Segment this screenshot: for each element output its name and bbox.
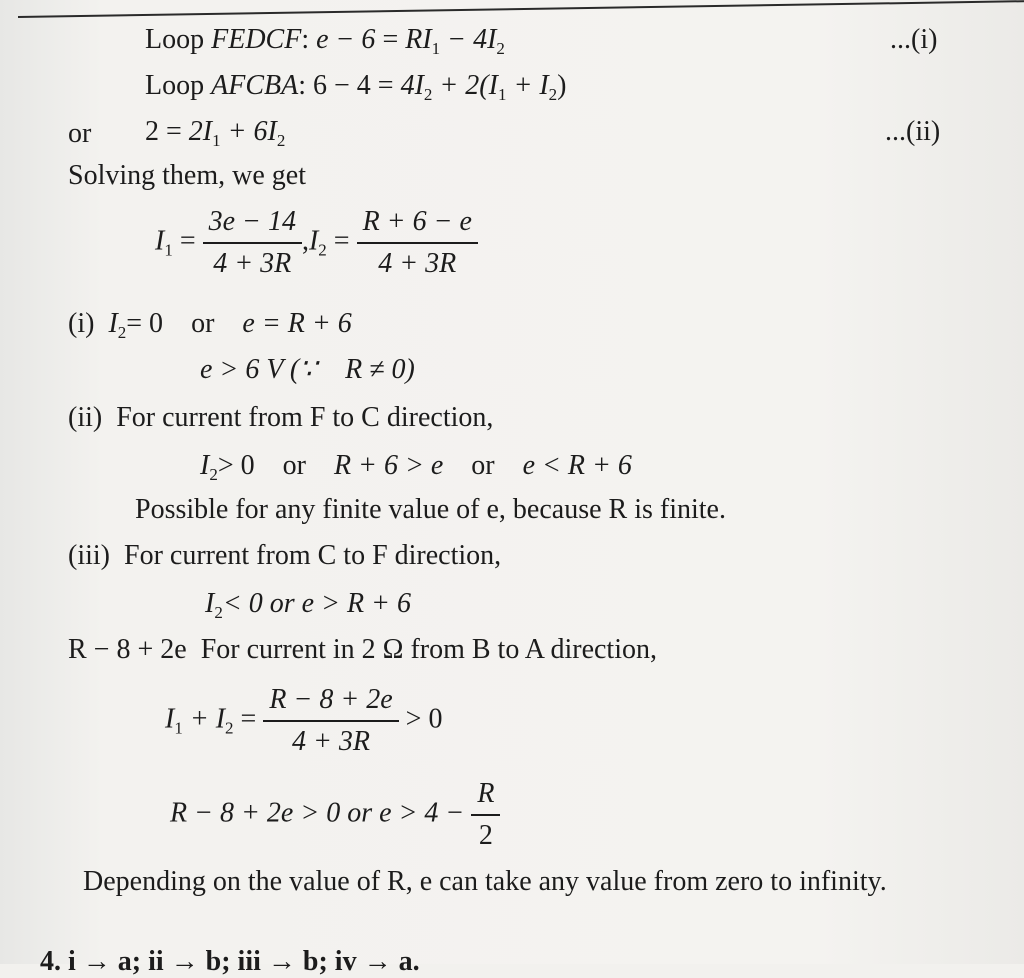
case-iv-sum: $I_1 + I_2$ = $\frac{R - 8 + 2e}{4 + 3R}$ > 0 <box>165 684 443 757</box>
solving-text: Solving them, we get <box>68 160 306 191</box>
solution-currents: $I_1$ = $\frac{3e - 14}{4 + 3R}$ $,I_2$ = $\frac{R + 6 - e}{4 + 3R}$ <box>155 206 478 280</box>
simplified-equation: $2 = 2I_1 + 6I_2$ <box>145 116 286 150</box>
case-ii-note: Possible for any finite value of e, because R is finite. <box>135 494 726 525</box>
sum-fraction: $\frac{R - 8 + 2e}{4 + 3R}$ <box>263 684 398 758</box>
equation-tag-i: ...(i) <box>890 24 938 55</box>
i1-fraction: $\frac{3e - 14}{4 + 3R}$ <box>203 206 302 280</box>
case-iii-heading: (iii) For current from C to F direction, <box>68 540 502 571</box>
loop-fedcf-equation: Loop FEDCF: $e - 6 = RI_1 - 4I_2$ <box>145 24 505 58</box>
case-iii-condition: $I_2< 0$ or e > R + 6 <box>205 588 411 622</box>
case-ii-condition: $I_2> 0$ or R + 6 > e or e < R + 6 <box>200 450 632 484</box>
or-label: or <box>68 118 92 149</box>
case-iv-heading: R − 8 + 2e For current in 2 Ω from B to A direction, <box>68 634 657 665</box>
case-i-condition: (i) $I_2= 0$ or e = R + 6 <box>68 308 352 342</box>
case-i-result: e > 6 V (∵ R ≠ 0) <box>200 354 415 385</box>
equation-tag-ii: ...(ii) <box>885 116 941 147</box>
i2-fraction: $\frac{R + 6 - e}{4 + 3R}$ <box>357 206 478 280</box>
case-ii-heading: (ii) For current from F to C direction, <box>68 402 494 433</box>
r-over-2-fraction: $\frac{R}{2}$ <box>471 778 500 852</box>
loop-afcba-equation: Loop AFCBA: $6 - 4 = 4I_2 + 2(I_1 + I_2)$ <box>145 70 567 104</box>
top-rule <box>18 0 1024 18</box>
conclusion-text: Depending on the value of R, e can take any value from zero to infinity. <box>83 866 887 897</box>
answer-key-line: 4. i → a; ii → b; iii → b; iv → a. <box>40 946 420 977</box>
case-iv-inequality: R − 8 + 2e > 0 or e > 4 − $\frac{R}{2}$ <box>170 778 500 852</box>
